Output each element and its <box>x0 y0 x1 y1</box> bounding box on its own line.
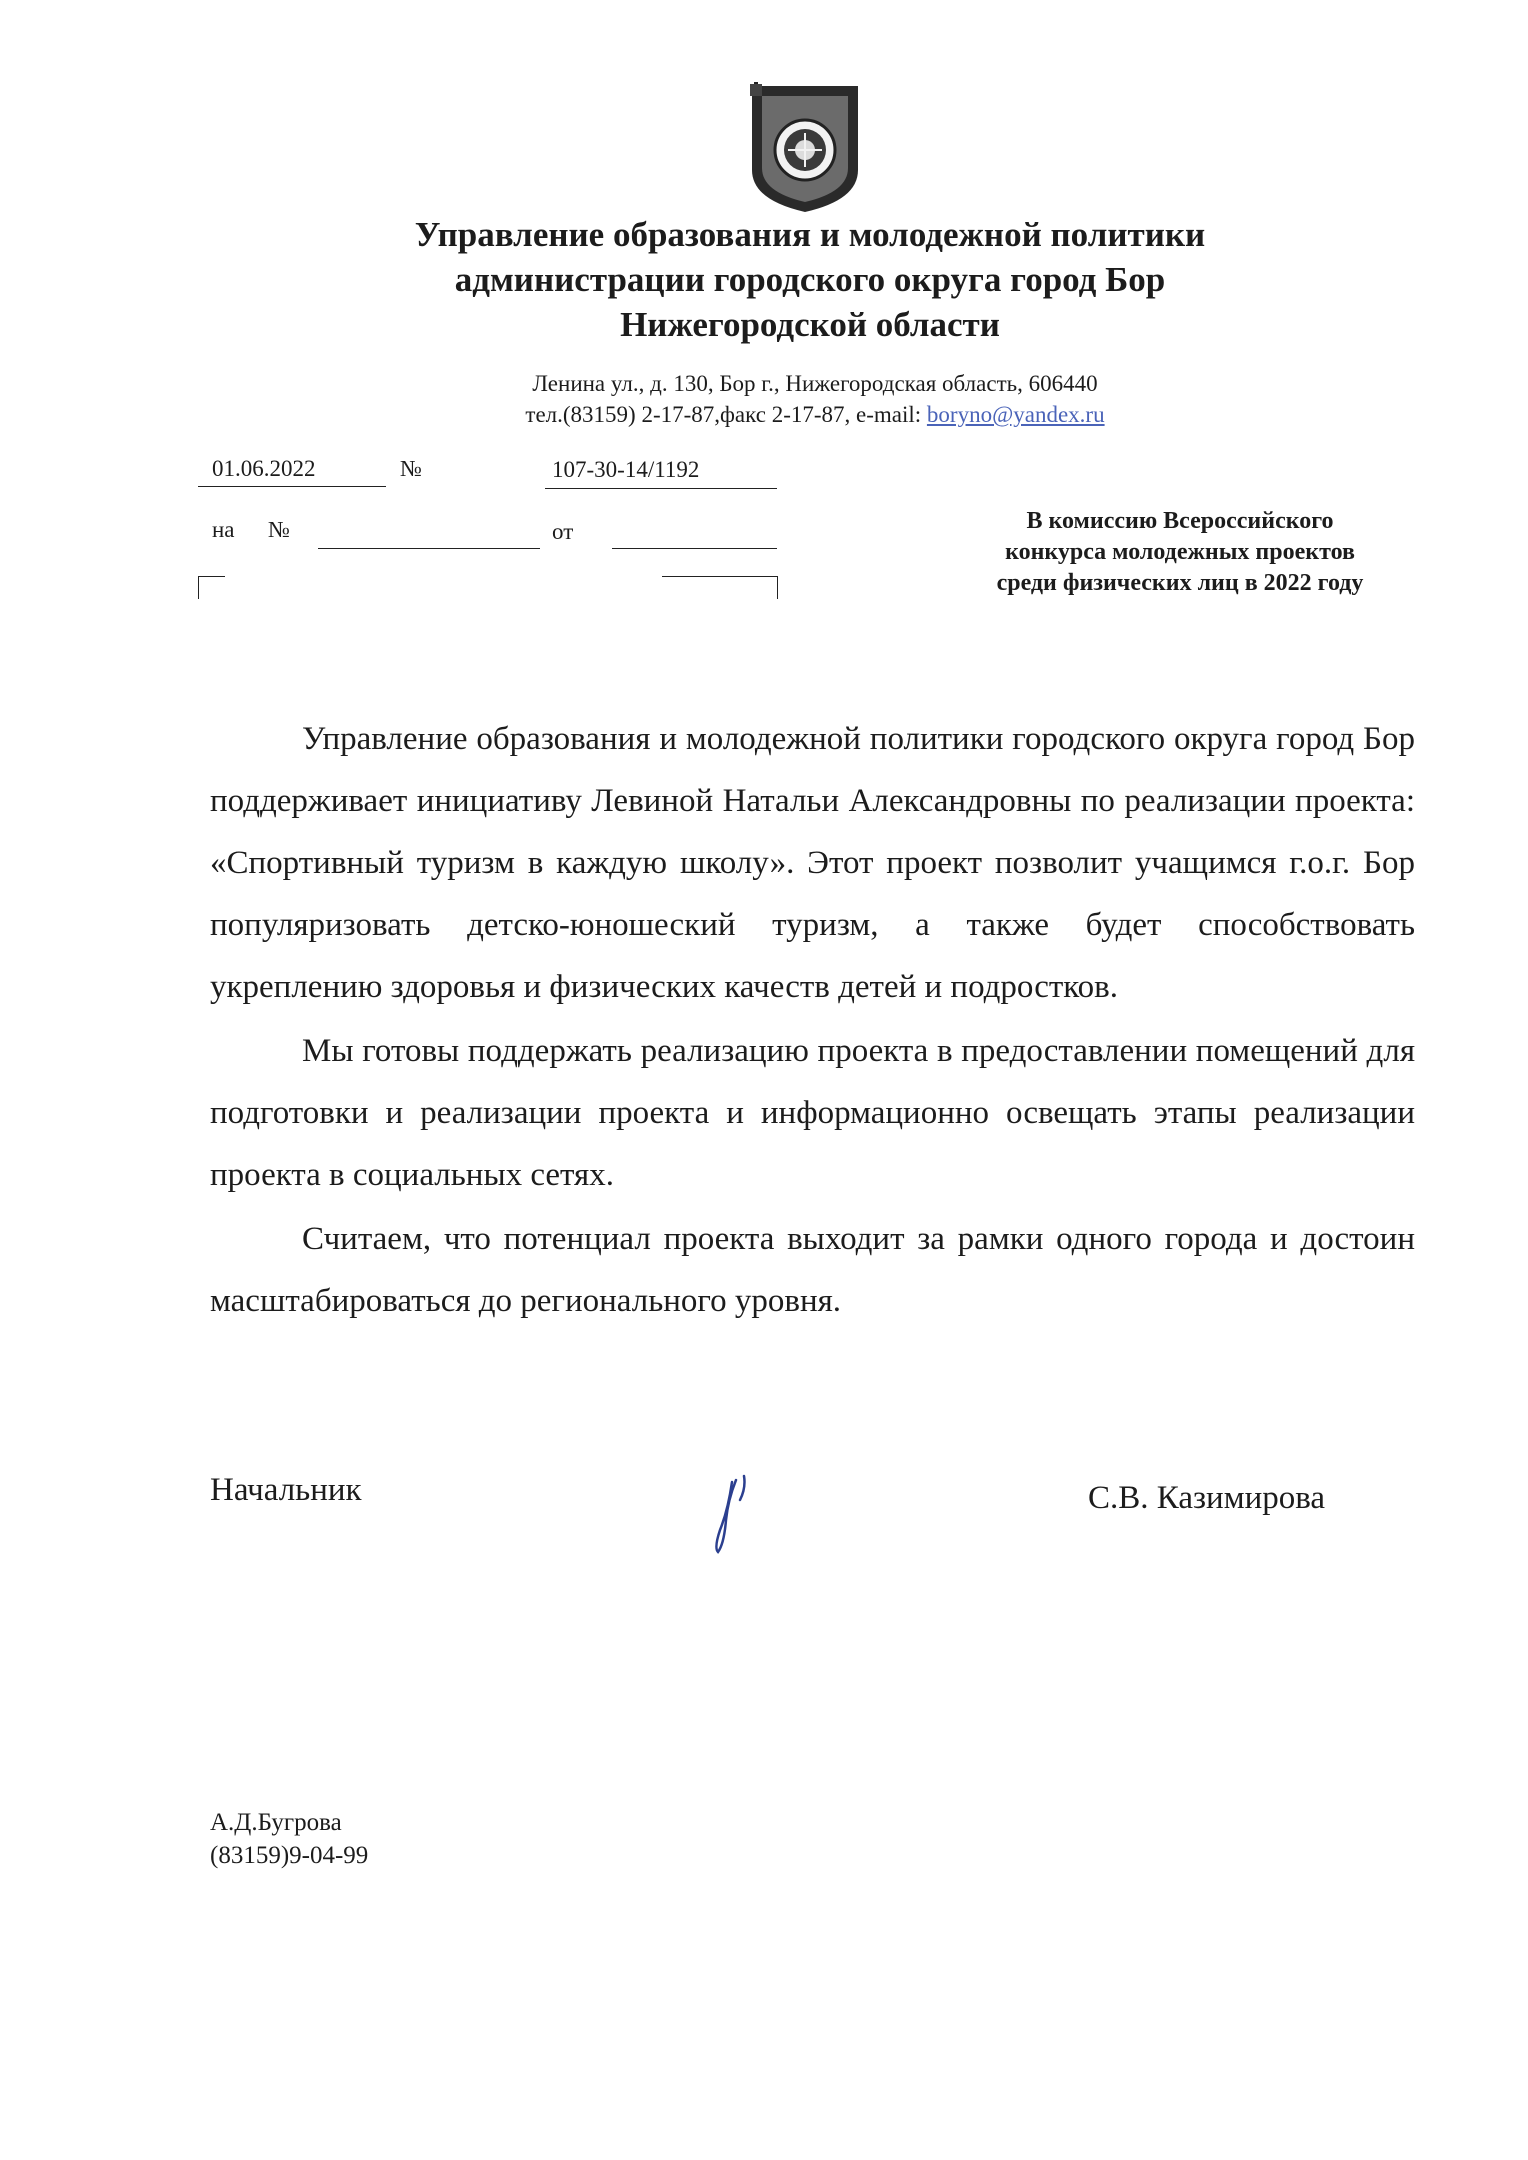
organization-name-line1: Управление образования и молодежной политики <box>414 215 1206 254</box>
address-block <box>300 368 1330 430</box>
organization-name <box>250 212 1370 347</box>
executor-block <box>210 1806 368 1872</box>
ot-label: от <box>552 519 574 544</box>
na-number-label: № <box>268 517 290 542</box>
handwritten-signature <box>700 1460 770 1560</box>
ot-date-underline <box>612 548 777 549</box>
address-line: Ленина ул., д. 130, Бор г., Нижегородская область, 606440 <box>532 371 1098 396</box>
body-paragraph-2: Мы готовы поддержать реализацию проекта в предоставлении помещений для подготовки и реализации проекта и информационно освещать этапы реализации проекта в социальных сетях. <box>210 1033 1415 1193</box>
body-paragraph-1: Управление образования и молодежной политики городского округа город Бор поддерживает инициативу Левиной Натальи Александровны по реализации проекта: «Спортивный туризм в каждую школу». Этот проект позволит учащимся г.о.г. Бор популяризовать детско-юношеский туризм, а также будет способствовать укреплению здоровья и физических качеств детей и подростков. <box>210 721 1415 1005</box>
body-paragraph-3: Считаем, что потенциал проекта выходит за рамки одного города и достоин масштабироваться до регионального уровня. <box>210 1221 1415 1319</box>
date-underline <box>198 486 386 487</box>
coat-of-arms-emblem <box>748 82 862 216</box>
email-link[interactable]: boryno@yandex.ru <box>926 402 1105 427</box>
contact-prefix: тел.(83159) 2-17-87,факс 2-17-87, e-mail: <box>525 402 927 427</box>
recipient-line2: конкурса молодежных проектов <box>1005 539 1355 565</box>
organization-name-line2: администрации городского округа город Бор <box>454 260 1166 299</box>
contact-line <box>300 399 1330 430</box>
recipient-line3: среди физических лиц в 2022 году <box>996 570 1364 596</box>
na-number-underline <box>318 548 540 549</box>
outgoing-number: 107-30-14/1192 <box>552 457 700 482</box>
organization-name-line3: Нижегородской области <box>620 305 1000 344</box>
executor-phone: (83159)9-04-99 <box>210 1842 369 1869</box>
corner-bracket-left <box>198 576 225 599</box>
recipient-line1: В комиссию Всероссийского <box>1026 508 1334 534</box>
outgoing-date: 01.06.2022 <box>212 456 316 481</box>
corner-bracket-right <box>662 576 778 599</box>
number-underline <box>545 488 777 489</box>
na-label: на <box>212 517 235 542</box>
executor-name: А.Д.Бугрова <box>210 1809 342 1836</box>
recipient-block <box>905 506 1455 599</box>
letter-body <box>210 708 1415 1332</box>
signatory-name: С.В. Казимирова <box>1088 1480 1326 1516</box>
signatory-position: Начальник <box>210 1472 362 1508</box>
number-label: № <box>400 456 422 481</box>
